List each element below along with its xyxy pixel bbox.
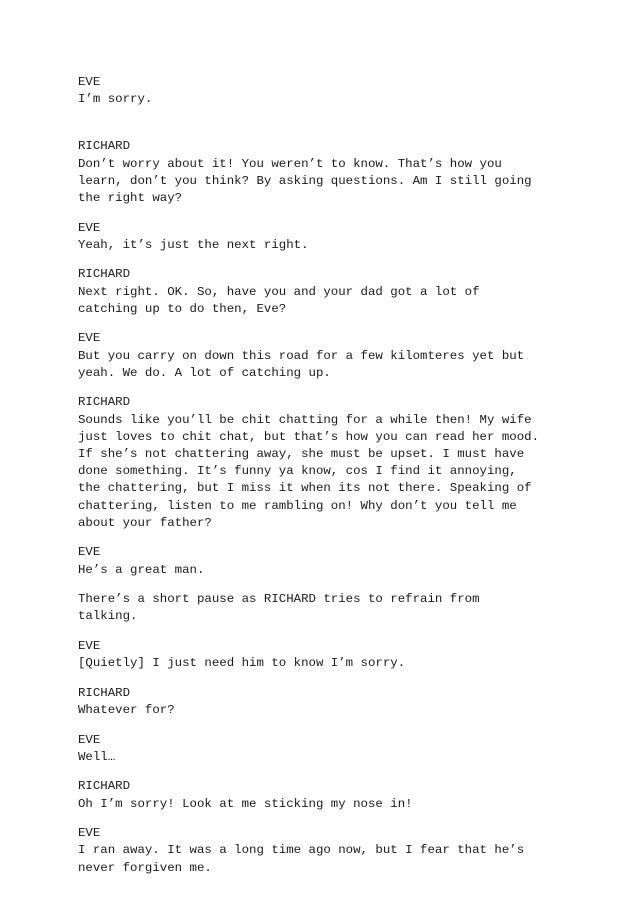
character-name: EVE — [78, 220, 101, 235]
dialogue-block — [78, 638, 578, 672]
character-name: EVE — [78, 545, 101, 560]
character-name: EVE — [78, 732, 101, 747]
dialogue-block — [78, 74, 578, 108]
dialogue-text: [Quietly] I just need him to know I’m sorry. — [78, 656, 406, 671]
character-name: EVE — [78, 75, 101, 89]
character-name: RICHARD — [78, 395, 131, 410]
dialogue-block — [78, 220, 578, 254]
character-name: RICHARD — [78, 267, 131, 282]
dialogue-text: Whatever for? — [78, 703, 175, 718]
character-name: RICHARD — [78, 685, 131, 700]
dialogue-text: I ran away. It was a long time ago now, but I fear that he’s never forgiven me. — [78, 843, 525, 875]
dialogue-block — [78, 685, 578, 719]
dialogue-text: Don’t worry about it! You weren’t to know. That’s how you learn, don’t you think? By asking questions. Am I still going the right way? — [78, 156, 532, 206]
dialogue-block — [78, 778, 578, 812]
dialogue-block — [78, 266, 578, 318]
dialogue-block — [78, 138, 578, 207]
character-name: RICHARD — [78, 779, 131, 794]
character-name: EVE — [78, 331, 101, 346]
action-block — [78, 591, 578, 625]
dialogue-text: Yeah, it’s just the next right. — [78, 237, 309, 252]
dialogue-block — [78, 825, 578, 877]
character-name: EVE — [78, 639, 101, 654]
dialogue-block — [78, 330, 578, 382]
script-body — [78, 74, 578, 889]
character-name: EVE — [78, 826, 101, 841]
character-name: RICHARD — [78, 139, 131, 154]
dialogue-text: Sounds like you’ll be chit chatting for a while then! My wife just loves to chit chat, but that’s how you can read her mood. If she’s not chattering away, she must be upset. I must have done something. It’s funny ya know, cos I find it annoying, the chattering, but I miss it when its not there. Speaking of chattering, listen to me rambling on! Why don’t you tell me about your father? — [78, 412, 540, 530]
dialogue-block — [78, 544, 578, 578]
dialogue-text: But you carry on down this road for a few kilomteres yet but yeah. We do. A lot of catching up. — [78, 348, 525, 380]
dialogue-text: He’s a great man. — [78, 562, 205, 577]
action-text: There’s a short pause as RICHARD tries to refrain from talking. — [78, 592, 480, 624]
dialogue-text: Next right. OK. So, have you and your dad got a lot of catching up to do then, Eve? — [78, 284, 480, 316]
dialogue-text: I’m sorry. — [78, 92, 153, 107]
dialogue-text: Well… — [78, 749, 116, 764]
dialogue-block — [78, 394, 578, 532]
dialogue-text: Oh I’m sorry! Look at me sticking my nose in! — [78, 796, 413, 811]
dialogue-block — [78, 732, 578, 766]
